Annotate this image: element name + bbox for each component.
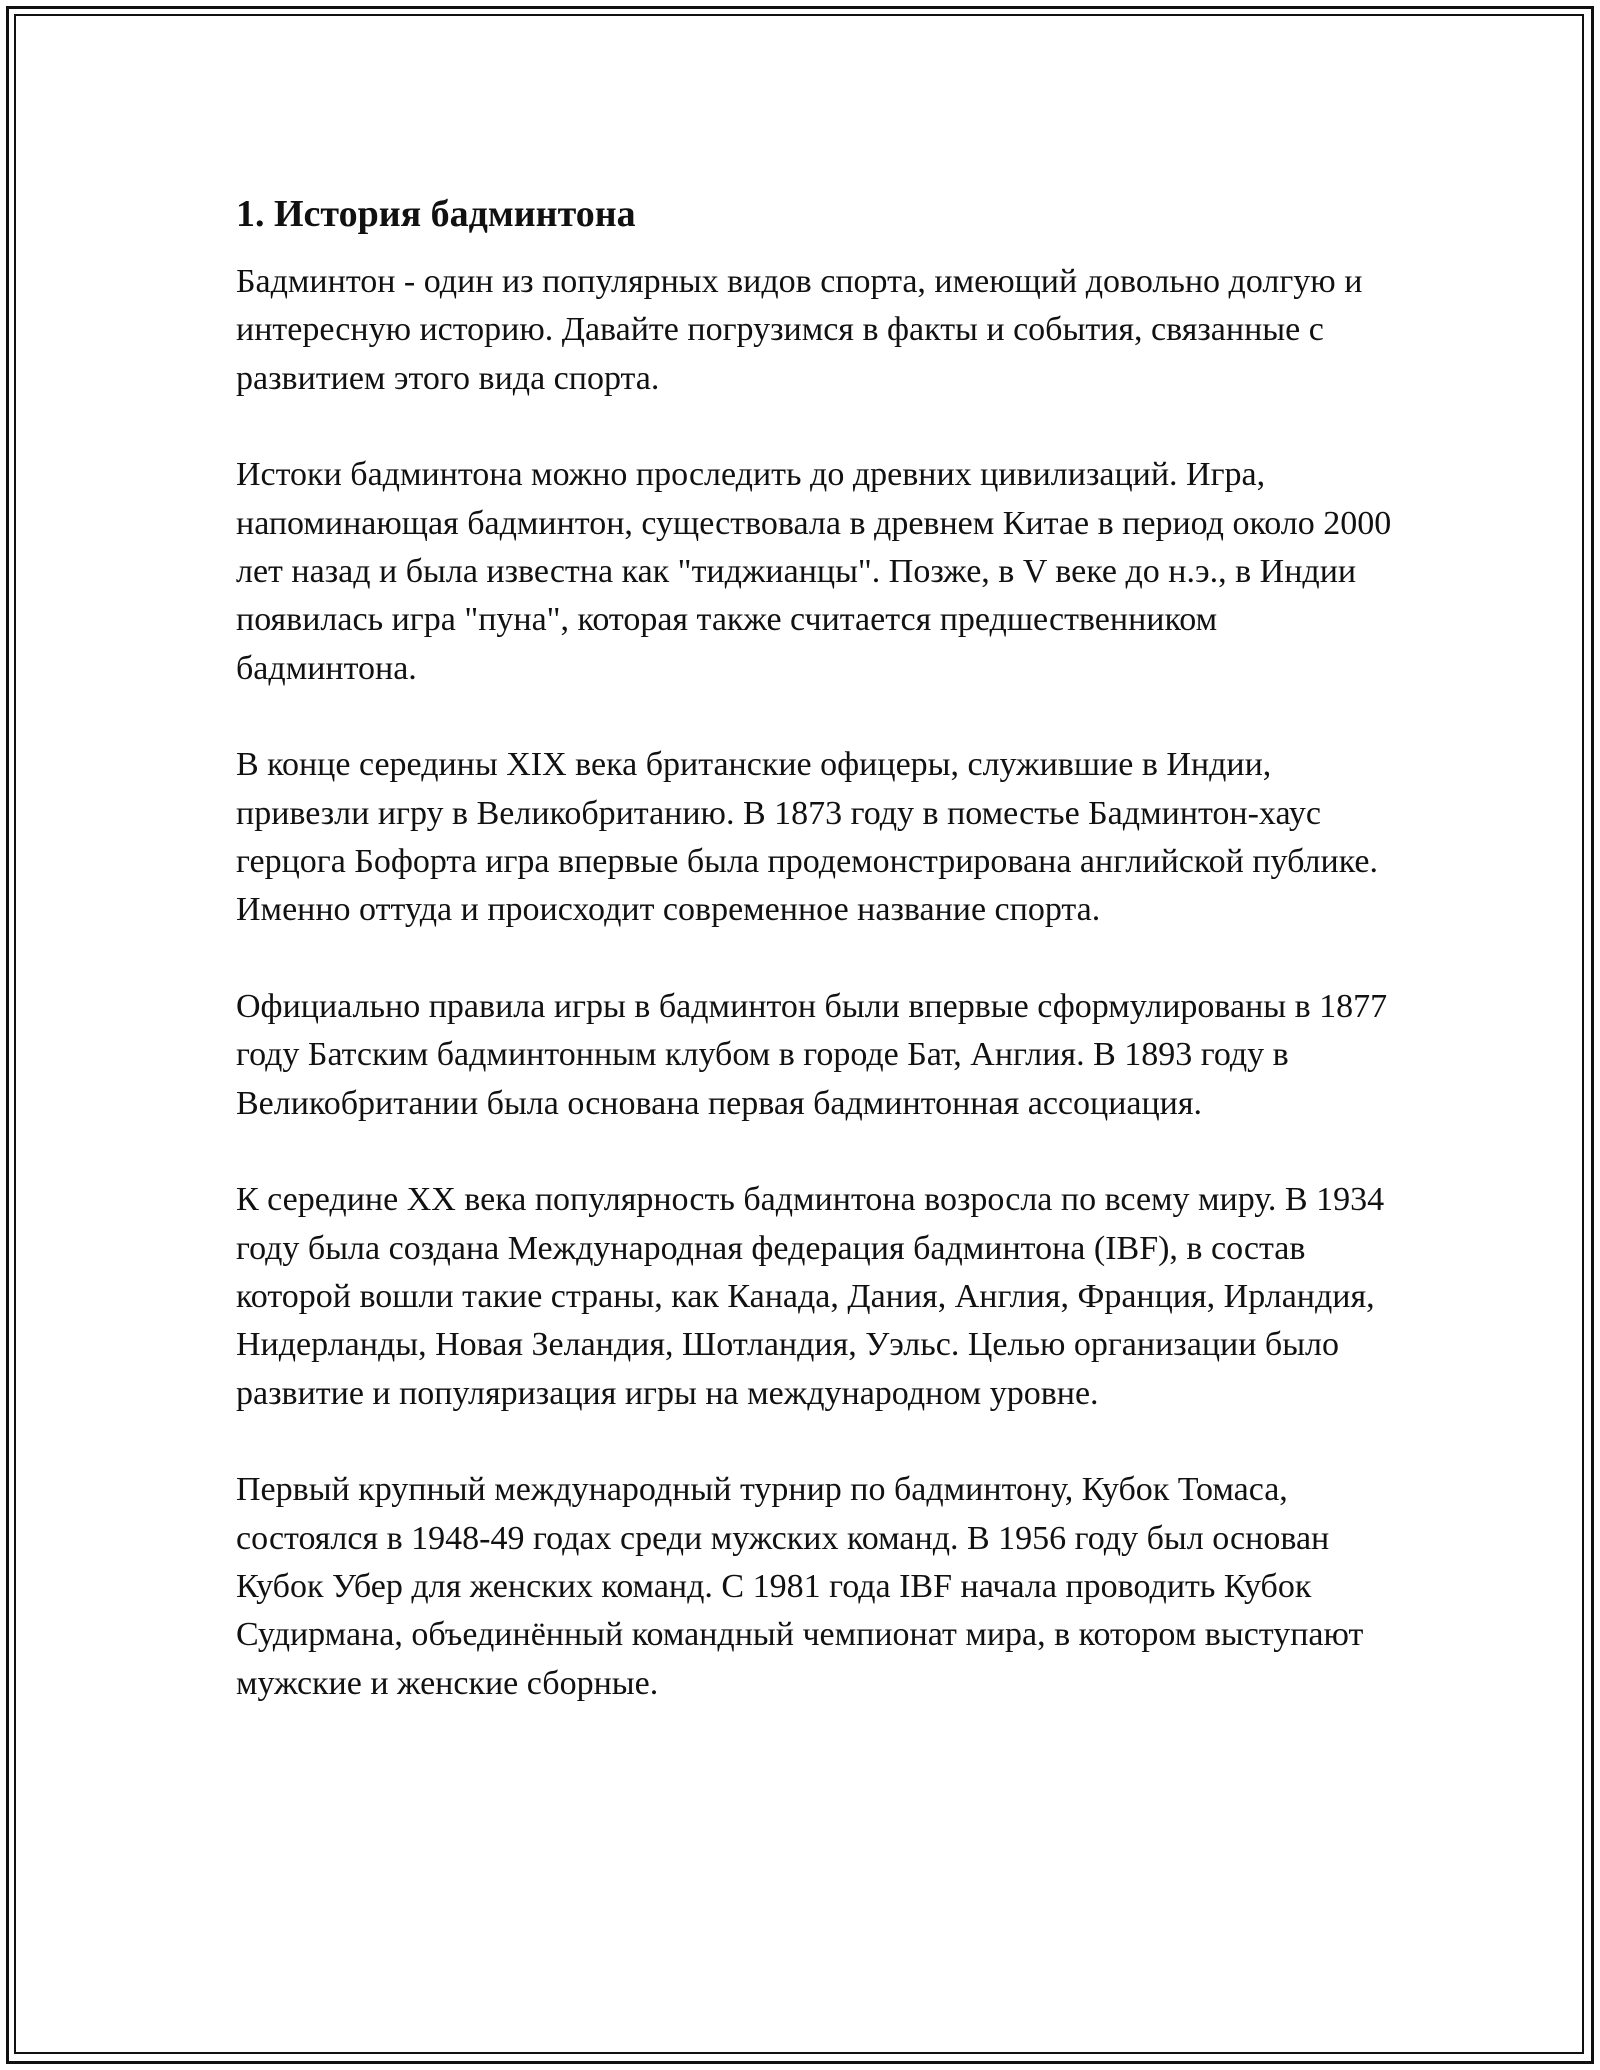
paragraph-rules: Официально правила игры в бадминтон были впервые сформулированы в 1877 году Батским бадминтонным клубом в городе Бат, Англия. В 1893 году в Великобритании была основана первая бадминтонная ассоциация. — [236, 987, 1388, 1122]
paragraph-britain: В конце середины XIX века британские офицеры, служившие в Индии, привезли игру в Великобританию. В 1873 году в поместье Бадминтон-хаус герцога Бофорта игра впервые была продемонстрирована английской публике. Именно оттуда и происходит современное название спорта. — [236, 746, 1378, 929]
paragraph-intro: Бадминтон - один из популярных видов спорта, имеющий довольно долгую и интересную историю. Давайте погрузимся в факты и события, связанные с развитием этого вида спорта. — [236, 263, 1363, 397]
paragraph-origins: Истоки бадминтона можно проследить до древних цивилизаций. Игра, напоминающая бадминтон, существовала в древнем Китае в период около 2000 лет назад и была известна как "тиджианцы". Позже, в V веке до н.э., в Индии появилась игра "пуна", которая также считается предшественником бадминтона. — [236, 456, 1392, 687]
section-heading: 1. История бадминтона — [236, 193, 636, 235]
paragraph-tournaments: Первый крупный международный турнир по бадминтону, Кубок Томаса, состоялся в 1948-49 годах среди мужских команд. В 1956 году был основан Кубок Убер для женских команд. С 1981 года IBF начала проводить Кубок Судирмана, объединённый командный чемпионат мира, в котором выступают мужские и женские сборные. — [236, 1471, 1364, 1702]
paragraph-ibf: К середине XX века популярность бадминтона возросла по всему миру. В 1934 году была создана Международная федерация бадминтона (IBF), в состав которой вошли такие страны, как Канада, Дания, Англия, Франция, Ирландия, Нидерланды, Новая Зеландия, Шотландия, Уэльс. Целью организации было развитие и популяризация игры на международном уровне. — [236, 1181, 1385, 1412]
document-body — [236, 186, 1396, 1756]
